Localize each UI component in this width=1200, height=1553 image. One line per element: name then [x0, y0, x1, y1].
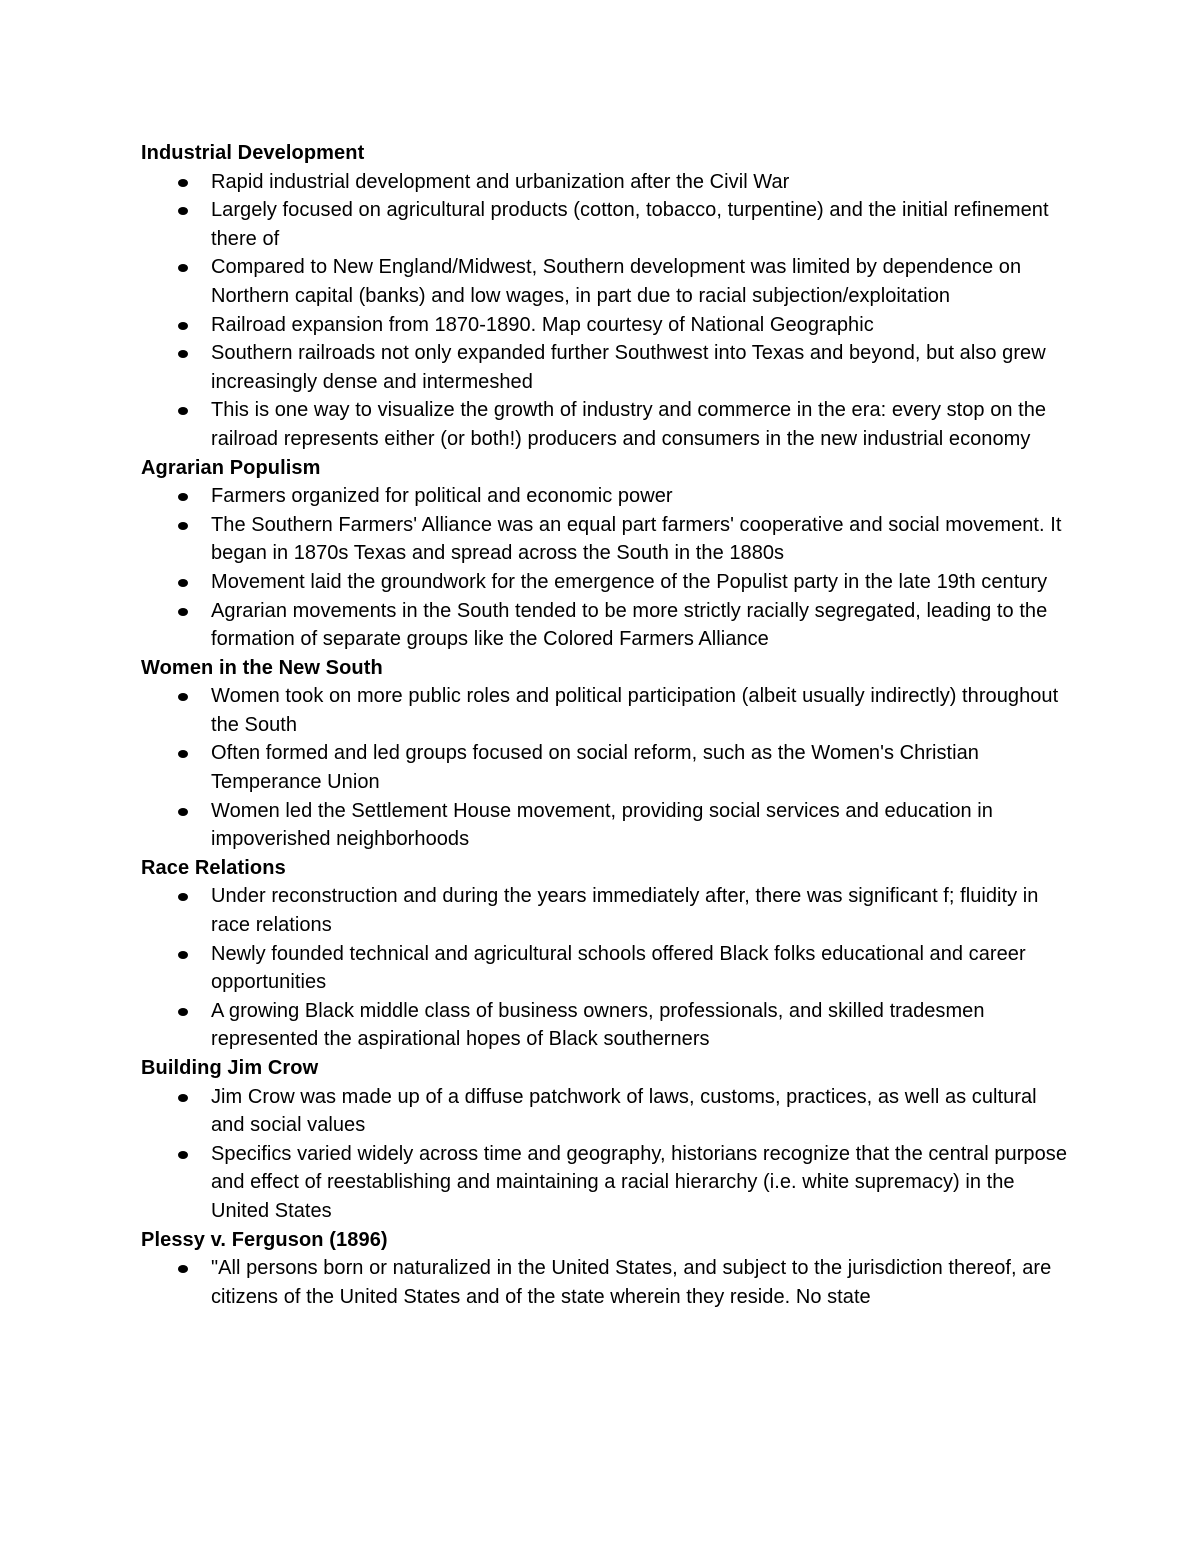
- section-heading: Agrarian Populism: [141, 456, 321, 479]
- section-heading: Women in the New South: [141, 656, 383, 679]
- bullet-text: Women took on more public roles and political participation (albeit usually indirectly) throughout the South: [211, 685, 1059, 736]
- bullet-icon: [178, 951, 188, 959]
- bullet-list: [141, 1254, 1071, 1311]
- section-industrial-development: [141, 139, 1071, 454]
- bullet-icon: [178, 893, 188, 901]
- section-building-jim-crow: [141, 1054, 1071, 1226]
- bullet-icon: [178, 1151, 188, 1159]
- bullet-text: Movement laid the groundwork for the emergence of the Populist party in the late 19th century: [211, 570, 1048, 593]
- bullet-icon: [178, 522, 188, 530]
- bullet-list: [141, 882, 1071, 1054]
- bullet-icon: [178, 579, 188, 587]
- bullet-list: [141, 482, 1071, 654]
- section-plessy-v-ferguson: [141, 1226, 1071, 1312]
- bullet-text: Women led the Settlement House movement, providing social services and education in impoverished neighborhoods: [211, 799, 993, 851]
- bullet-item: [141, 511, 1071, 568]
- document-page: [141, 139, 1071, 1311]
- bullet-item: [141, 1140, 1071, 1226]
- bullet-text: Farmers organized for political and economic power: [211, 485, 673, 508]
- section-heading: Plessy v. Ferguson (1896): [141, 1228, 388, 1251]
- bullet-item: [141, 739, 1071, 796]
- bullet-item: [141, 339, 1071, 396]
- bullet-item: [141, 882, 1071, 939]
- bullet-icon: [178, 322, 188, 330]
- bullet-icon: [178, 207, 188, 215]
- bullet-icon: [178, 750, 188, 758]
- bullet-item: [141, 396, 1071, 453]
- bullet-text: "All persons born or naturalized in the United States, and subject to the jurisdiction thereof, are citizens of the United States and of the state wherein they reside. No state: [211, 1257, 1052, 1308]
- bullet-item: [141, 1083, 1071, 1140]
- section-heading: Industrial Development: [141, 142, 365, 164]
- bullet-item: [141, 482, 1071, 511]
- bullet-list: [141, 1083, 1071, 1226]
- bullet-list: [141, 682, 1071, 854]
- bullet-text: Agrarian movements in the South tended to be more strictly racially segregated, leading to the formation of separate groups like the Colored Farmers Alliance: [211, 599, 1048, 651]
- bullet-icon: [178, 493, 188, 501]
- bullet-text: Railroad expansion from 1870-1890. Map courtesy of National Geographic: [211, 313, 874, 336]
- bullet-item: [141, 196, 1071, 253]
- bullet-item: [141, 253, 1071, 310]
- bullet-icon: [178, 693, 188, 701]
- section-heading: Race Relations: [141, 856, 286, 879]
- bullet-icon: [178, 1265, 188, 1273]
- bullet-text: Often formed and led groups focused on social reform, such as the Women's Christian Temperance Union: [211, 742, 979, 794]
- bullet-item: [141, 682, 1071, 739]
- bullet-item: [141, 568, 1071, 597]
- bullet-item: [141, 997, 1071, 1054]
- bullet-icon: [178, 608, 188, 616]
- section-agrarian-populism: [141, 454, 1071, 654]
- section-women-in-the-new-south: [141, 654, 1071, 854]
- bullet-icon: [178, 350, 188, 358]
- bullet-text: Rapid industrial development and urbanization after the Civil War: [211, 170, 790, 193]
- bullet-text: Specifics varied widely across time and geography, historians recognize that the central purpose and effect of reestablishing and maintaining a racial hierarchy (i.e. white supremacy) in the United States: [211, 1142, 1067, 1222]
- bullet-icon: [178, 1094, 188, 1102]
- bullet-icon: [178, 808, 188, 816]
- section-heading: Building Jim Crow: [141, 1057, 319, 1079]
- bullet-text: Newly founded technical and agricultural schools offered Black folks educational and career opportunities: [211, 942, 1026, 994]
- bullet-text: Largely focused on agricultural products (cotton, tobacco, turpentine) and the initial refinement there of: [211, 199, 1049, 250]
- bullet-text: Southern railroads not only expanded further Southwest into Texas and beyond, but also grew increasingly dense and intermeshed: [211, 342, 1046, 393]
- bullet-item: [141, 797, 1071, 854]
- bullet-icon: [178, 179, 188, 187]
- bullet-list: [141, 168, 1071, 454]
- bullet-text: Under reconstruction and during the years immediately after, there was significant f; fluidity in race relations: [211, 885, 1039, 937]
- bullet-item: [141, 940, 1071, 997]
- bullet-text: Jim Crow was made up of a diffuse patchwork of laws, customs, practices, as well as cultural and social values: [211, 1085, 1037, 1137]
- bullet-icon: [178, 407, 188, 415]
- bullet-item: [141, 597, 1071, 654]
- bullet-item: [141, 168, 1071, 197]
- bullet-icon: [178, 1008, 188, 1016]
- bullet-text: The Southern Farmers' Alliance was an equal part farmers' cooperative and social movement. It began in 1870s Texas and spread across the South in the 1880s: [211, 513, 1062, 565]
- section-race-relations: [141, 854, 1071, 1054]
- bullet-icon: [178, 264, 188, 272]
- bullet-item: [141, 1254, 1071, 1311]
- bullet-text: Compared to New England/Midwest, Southern development was limited by dependence on Northern capital (banks) and low wages, in part due to racial subjection/exploitation: [211, 256, 1022, 307]
- bullet-text: This is one way to visualize the growth of industry and commerce in the era: every stop on the railroad represents either (or both!) producers and consumers in the new industrial economy: [211, 399, 1047, 450]
- bullet-item: [141, 311, 1071, 340]
- bullet-text: A growing Black middle class of business owners, professionals, and skilled tradesmen represented the aspirational hopes of Black southerners: [211, 999, 985, 1051]
